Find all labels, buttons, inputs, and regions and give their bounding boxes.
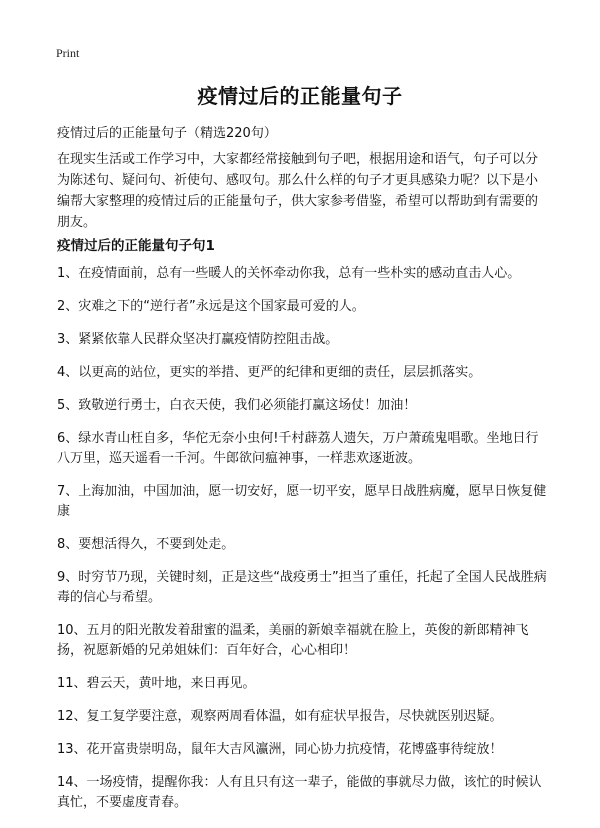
sentence-list (57, 264, 548, 826)
list-item: 12、复工复学要注意，观察两周看体温，如有症状早报告，尽快就医别迟疑。 (57, 709, 503, 724)
section-heading: 疫情过后的正能量句子句1 (57, 238, 215, 254)
list-item: 1、在疫情面前，总有一些暖人的关怀牵动你我，总有一些朴实的感动直击人心。 (57, 266, 521, 281)
list-item: 8、要想活得久，不要到处走。 (57, 537, 235, 552)
list-item: 10、五月的阳光散发着甜蜜的温柔，美丽的新娘幸福就在脸上，英俊的新郎精神飞扬，祝愿新婚的兄弟姐妹们：百年好合，心心相印！ (57, 623, 529, 658)
list-item: 7、上海加油，中国加油，愿一切安好，愿一切平安，愿早日战胜病魔，愿早日恢复健康 (57, 484, 547, 519)
list-item: 9、时穷节乃现，关键时刻，正是这些“战疫勇士”担当了重任，托起了全国人民战胜病毒的信心与希望。 (57, 570, 547, 605)
list-item: 4、以更高的站位，更实的举措、更严的纪律和更细的责任，层层抓落实。 (57, 365, 482, 380)
list-item: 5、致敬逆行勇士，白衣天使，我们必须能打赢这场仗！加油！ (57, 398, 417, 413)
list-item: 3、紧紧依靠人民群众坚决打赢疫情防控阻击战。 (57, 332, 339, 347)
list-item: 11、碧云天，黄叶地，来日再见。 (57, 676, 256, 691)
list-item: 14、一场疫情，提醒你我：人有且只有这一辈子，能做的事就尽力做，该忙的时候认真忙，不要虚度青春。 (57, 775, 542, 810)
list-item: 13、花开富贵崇明岛，鼠年大吉风瀛洲，同心协力抗疫情，花博盛事待绽放！ (57, 742, 503, 757)
subtitle: 疫情过后的正能量句子（精选220句） (57, 126, 277, 141)
list-item: 6、绿水青山枉自多，华佗无奈小虫何!千村薜荔人遗矢，万户萧疏鬼唱歌。坐地日行八万里，巡天遥看一千河。牛郎欲问瘟神事，一样悲欢逐逝波。 (57, 431, 539, 466)
list-item: 2、灾难之下的“逆行者”永远是这个国家最可爱的人。 (57, 299, 365, 314)
intro-paragraph: 在现实生活或工作学习中，大家都经常接触到句子吧，根据用途和语气，句子可以分为陈述句、疑问句、祈使句、感叹句。那么什么样的句子才更具感染力呢？以下是小编帮大家整理的疫情过后的正能量句子，供大家参考借鉴，希望可以帮助到有需要的朋友。 (57, 152, 539, 230)
print-label: Print (56, 46, 80, 60)
page-title: 疫情过后的正能量句子 (197, 84, 403, 108)
